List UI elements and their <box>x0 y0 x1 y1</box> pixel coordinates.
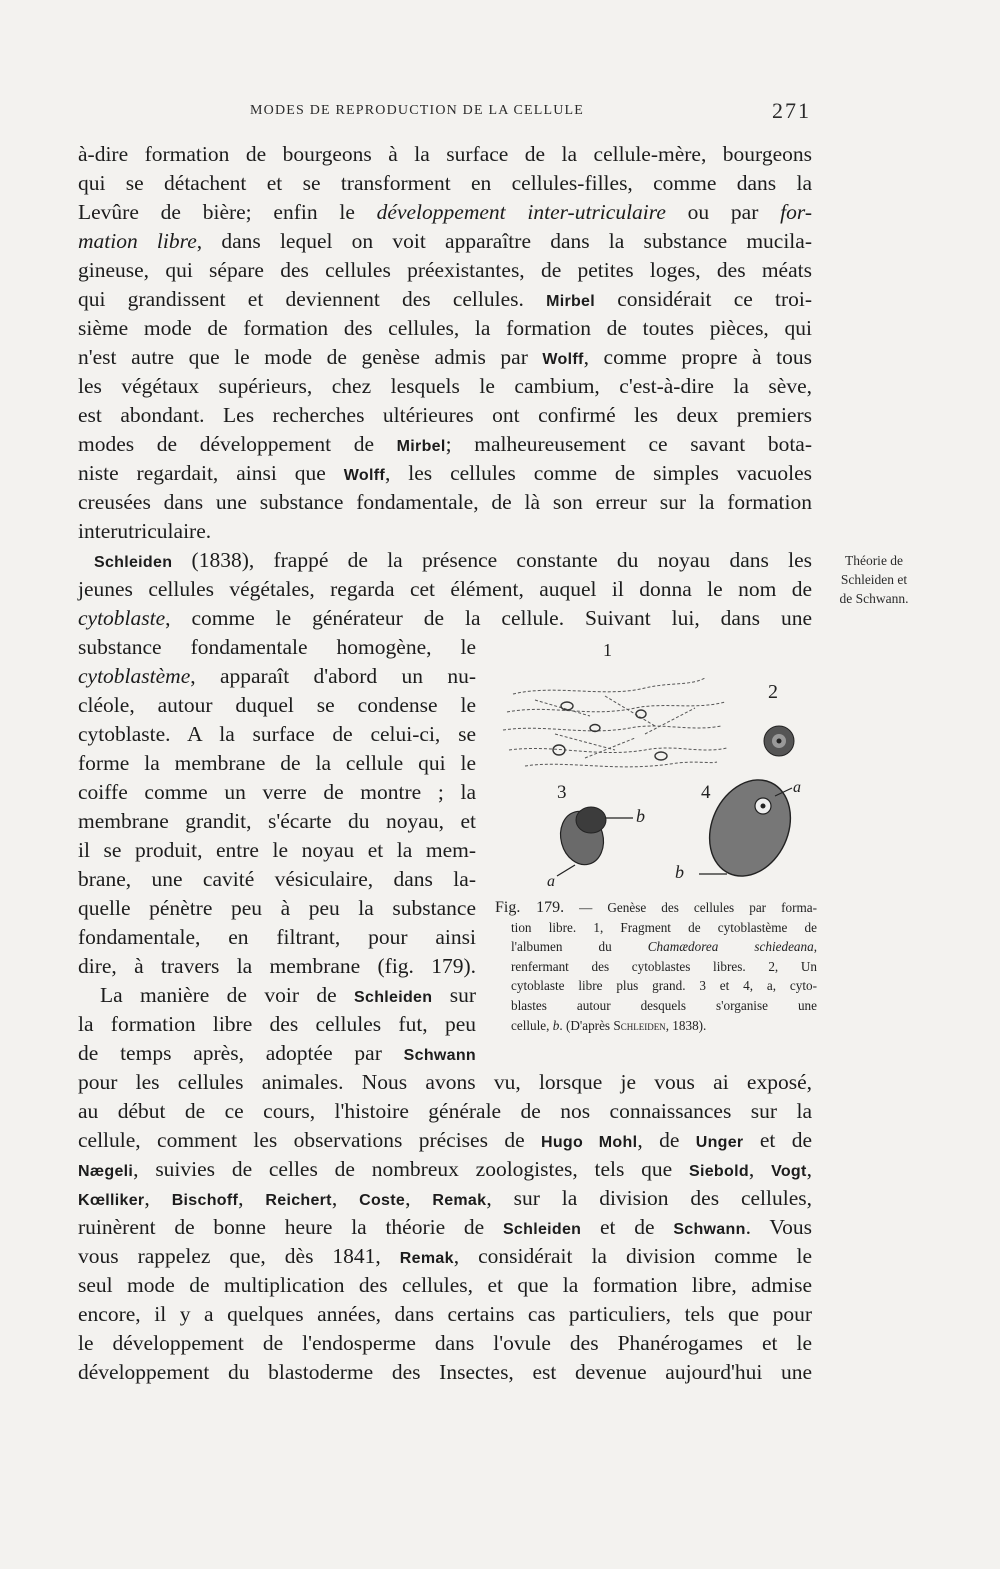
text-line: niste regardait, ainsi que Wolff, les cellules comme de simples vacuoles <box>78 461 812 485</box>
page-number: 271 <box>772 98 811 123</box>
text-line: fondamentale, en filtrant, pour ainsi <box>78 925 476 949</box>
caption-line: tion libre. 1, Fragment de cytoblastème de <box>511 919 817 935</box>
text-line: Schleiden (1838), frappé de la présence constante du noyau dans les <box>94 548 812 572</box>
text-line: cytoblaste, comme le générateur de la cellule. Suivant lui, dans une <box>78 606 812 630</box>
figure-label-3: 3 <box>557 782 567 803</box>
text-line: brane, une cavité vésiculaire, dans la- <box>78 867 476 891</box>
figure-illustration <box>495 638 825 898</box>
figure-label-a: a <box>793 779 801 796</box>
text-line: coiffe comme un verre de montre ; la <box>78 780 476 804</box>
text-line: cléole, autour duquel se condense le <box>78 693 476 717</box>
text-line: pour les cellules animales. Nous avons vu, lorsque je vous ai exposé, <box>78 1070 812 1094</box>
text-line: de temps après, adoptée par Schwann <box>78 1041 476 1065</box>
text-line: le développement de l'endosperme dans l'ovule des Phanérogames et le <box>78 1331 812 1355</box>
text-line: la formation libre des cellules fut, peu <box>78 1012 476 1036</box>
running-head-title: MODES DE REPRODUCTION DE LA CELLULE <box>250 103 585 118</box>
text-line: cytoblastème, apparaît d'abord un nu- <box>78 664 476 688</box>
cell-4 <box>694 767 805 890</box>
text-line: interutriculaire. <box>78 519 212 543</box>
figure-caption <box>495 898 817 1035</box>
text-line: encore, il y a quelques années, dans certains cas particuliers, tels que pour <box>78 1302 812 1326</box>
cytoblasteme-fragment <box>503 678 727 767</box>
text-line: Kœlliker, Bischoff, Reichert, Coste, Remak, sur la division des cellules, <box>78 1186 813 1210</box>
text-line: au début de ce cours, l'histoire générale de nos connaissances sur la <box>78 1099 812 1123</box>
text-line: est abondant. Les recherches ultérieures ont confirmé les deux premiers <box>78 403 812 427</box>
figure-label-b: b <box>636 806 645 826</box>
margin-note: Théorie de Schleiden et de Schwann. <box>839 553 909 606</box>
text-line: à-dire formation de bourgeons à la surface de la cellule-mère, bourgeons <box>78 142 812 166</box>
text-line: il se produit, entre le noyau et la mem- <box>78 838 476 862</box>
text-line: ruinèrent de bonne heure la théorie de Schleiden et de Schwann. Vous <box>78 1215 813 1239</box>
caption-line: l'albumen du Chamædorea schiedeana, <box>511 939 818 955</box>
figure-label-4: 4 <box>701 782 711 803</box>
text-line: qui se détachent et se transforment en cellules-filles, comme dans la <box>78 171 812 195</box>
text-line: cytoblaste. A la surface de celui-ci, se <box>78 722 476 746</box>
large-cytoblast <box>764 726 794 756</box>
text-line: sième mode de formation des cellules, la formation de toutes pièces, qui <box>78 316 812 340</box>
figure-label-1: 1 <box>603 640 612 660</box>
caption-line: blastes autour desquels s'organise une <box>511 997 817 1013</box>
text-line: Levûre de bière; enfin le développement inter-utriculaire ou par for- <box>78 200 812 224</box>
figure-179 <box>495 638 825 898</box>
text-line: quelle pénètre peu à peu la substance <box>78 896 476 920</box>
text-line: vous rappelez que, dès 1841, Remak, considérait la division comme le <box>78 1244 812 1268</box>
caption-line: cytoblaste libre plus grand. 3 et 4, a, cyto- <box>511 978 817 994</box>
text-line: dire, à travers la membrane (fig. 179). <box>78 954 476 978</box>
running-head <box>0 98 1000 127</box>
figure-label-b: b <box>675 862 684 882</box>
text-line: seul mode de multiplication des cellules, et que la formation libre, admise <box>78 1273 812 1297</box>
text-line: jeunes cellules végétales, regarda cet élément, auquel il donna le nom de <box>78 577 812 601</box>
text-line: cellule, comment les observations précises de Hugo Mohl, de Unger et de <box>78 1128 813 1152</box>
text-line: mation libre, dans lequel on voit apparaître dans la substance mucila- <box>78 229 812 253</box>
text-line: La manière de voir de Schleiden sur <box>100 983 476 1007</box>
figure-label-a: a <box>547 873 555 890</box>
text-line: substance fondamentale homogène, le <box>78 635 476 659</box>
text-line: qui grandissent et deviennent des cellules. Mirbel considérait ce troi- <box>78 287 812 311</box>
caption-line: renfermant des cytoblastes libres. 2, Un <box>511 958 817 974</box>
caption-line: cellule, b. (D'après Schleiden, 1838). <box>511 1017 707 1033</box>
text-line: gineuse, qui sépare des cellules préexistantes, de petites loges, des méats <box>78 258 812 282</box>
text-line: membrane grandit, s'écarte du noyau, et <box>78 809 476 833</box>
caption-line: Fig. 179. — Genèse des cellules par forma- <box>495 899 818 916</box>
text-line: les végétaux supérieurs, chez lesquels le cambium, c'est-à-dire la sève, <box>78 374 812 398</box>
figure-label-2: 2 <box>768 681 778 703</box>
text-line: développement du blastoderme des Insectes, est devenue aujourd'hui une <box>78 1360 812 1384</box>
text-line: modes de développement de Mirbel; malheureusement ce savant bota- <box>78 432 812 456</box>
text-line: creusées dans une substance fondamentale, de là son erreur sur la formation <box>78 490 812 514</box>
text-line: n'est autre que le mode de genèse admis par Wolff, comme propre à tous <box>78 345 812 369</box>
text-line: forme la membrane de la cellule qui le <box>78 751 476 775</box>
cell-3 <box>555 806 633 876</box>
text-line: Nægeli, suivies de celles de nombreux zoologistes, tels que Siebold, Vogt, <box>78 1157 812 1181</box>
